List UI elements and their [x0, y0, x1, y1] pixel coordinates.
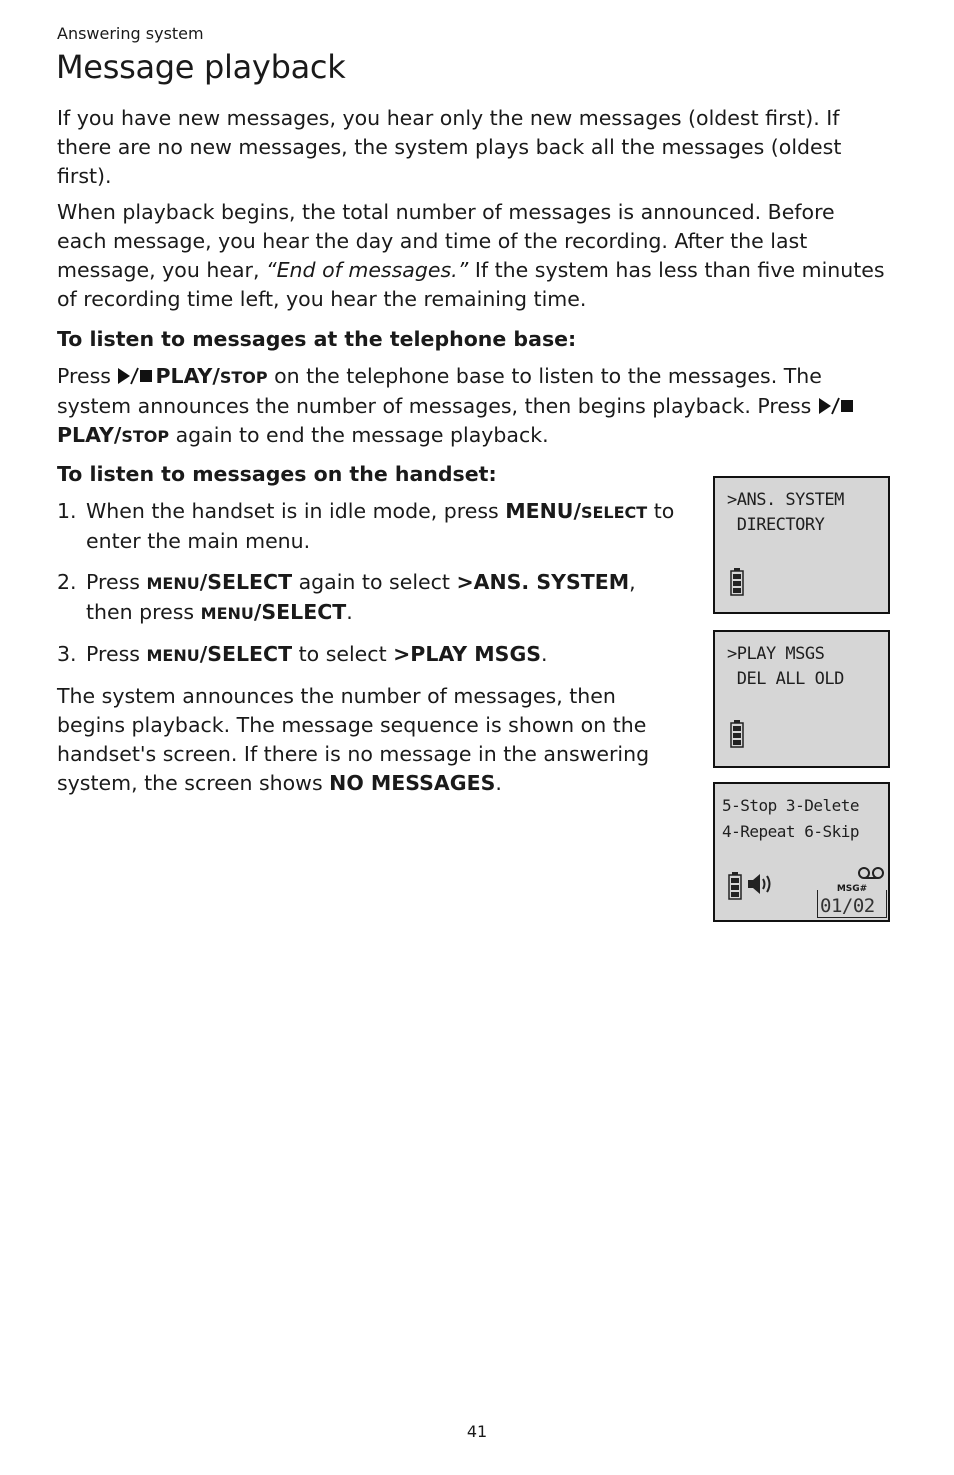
step-text: to select: [292, 642, 394, 666]
step-2: [86, 568, 686, 628]
outro-paragraph: [57, 682, 687, 798]
menu-option-label: >PLAY MSGS: [393, 642, 542, 666]
select-key-label: /SELECT: [199, 642, 293, 666]
menu-key-label: MENU: [146, 574, 200, 593]
step-text: again to select: [292, 570, 457, 594]
battery-icon: [730, 568, 744, 596]
step-text: Press: [86, 570, 147, 594]
screen-line-2: DIRECTORY: [727, 515, 825, 535]
instruction-text: on the telephone base to listen to the messages. The system announces the number of messages, then begins playback. Press: [57, 364, 822, 418]
menu-key-label: MENU: [146, 646, 200, 665]
end-of-messages-quote: “End of messages.”: [265, 258, 469, 282]
handset-screen-playback: [713, 782, 890, 922]
intro-text: When playback begins, the total number of messages is announced. Before each message, you hear the day and time of the recording. After the last message, you hear,: [57, 200, 835, 282]
play-key-label: PLAY/: [155, 364, 220, 388]
screen-line-1: >ANS. SYSTEM: [727, 490, 844, 510]
play-stop-icon: [117, 367, 155, 385]
stop-key-label: STOP: [219, 368, 268, 387]
instruction-text: Press: [57, 364, 118, 388]
play-key-label: PLAY/: [57, 423, 122, 447]
outro-text: .: [495, 771, 502, 795]
intro-paragraph-1: If you have new messages, you hear only the new messages (oldest first). If there are no new messages, the system plays back all the messages (oldest first).: [57, 106, 842, 188]
menu-key-label: MENU: [200, 604, 254, 623]
base-instructions: [57, 362, 889, 451]
step-text: When the handset is in idle mode, press: [86, 499, 506, 523]
step-text: Press: [86, 642, 147, 666]
screen-line-1: 5-Stop 3-Delete: [722, 796, 859, 815]
step-1: [86, 497, 686, 556]
step-text: .: [541, 642, 548, 666]
speaker-icon: [747, 872, 775, 896]
section-label: Answering system: [57, 24, 204, 43]
menu-key-label: MENU/: [505, 499, 581, 523]
intro-paragraph-2: [57, 198, 889, 314]
battery-icon: [730, 720, 744, 748]
message-counter: 01/02: [820, 895, 875, 917]
instruction-text: again to end the message playback.: [169, 423, 549, 447]
step-text: , then press: [86, 570, 636, 624]
screen-line-2: 4-Repeat 6-Skip: [722, 822, 859, 841]
step-number: 3.: [57, 642, 77, 666]
step-number: 2.: [57, 570, 77, 594]
voicemail-icon: [857, 866, 885, 880]
no-messages-label: NO MESSAGES: [329, 771, 496, 795]
screen-line-1: >PLAY MSGS: [727, 644, 825, 664]
page-number: 41: [466, 1422, 488, 1441]
message-counter-box: [817, 884, 887, 918]
select-key-label: /SELECT: [253, 600, 347, 624]
play-stop-icon: [818, 397, 856, 415]
outro-text: The system announces the number of messages, then begins playback. The message sequence is shown on the handset's screen. If there is no message in the answering system, the screen shows: [57, 684, 650, 795]
step-text: .: [346, 600, 353, 624]
screen-line-2: DEL ALL OLD: [727, 669, 844, 689]
handset-screen-play-msgs: [713, 630, 890, 768]
message-counter-label: MSG#: [832, 884, 872, 894]
handset-screen-ans-system: [713, 476, 890, 614]
stop-key-label: STOP: [121, 427, 170, 446]
select-key-label: SELECT: [580, 503, 648, 522]
step-3: [86, 640, 686, 670]
step-text: to enter the main menu.: [86, 499, 675, 553]
select-key-label: /SELECT: [199, 570, 293, 594]
base-heading: To listen to messages at the telephone base:: [57, 327, 577, 351]
step-number: 1.: [57, 499, 77, 523]
page-title: Message playback: [56, 48, 346, 86]
handset-heading: To listen to messages on the handset:: [57, 462, 497, 486]
menu-option-label: >ANS. SYSTEM: [456, 570, 630, 594]
battery-icon: [728, 872, 742, 900]
intro-text: If the system has less than five minutes of recording time left, you hear the remaining time.: [57, 258, 885, 311]
